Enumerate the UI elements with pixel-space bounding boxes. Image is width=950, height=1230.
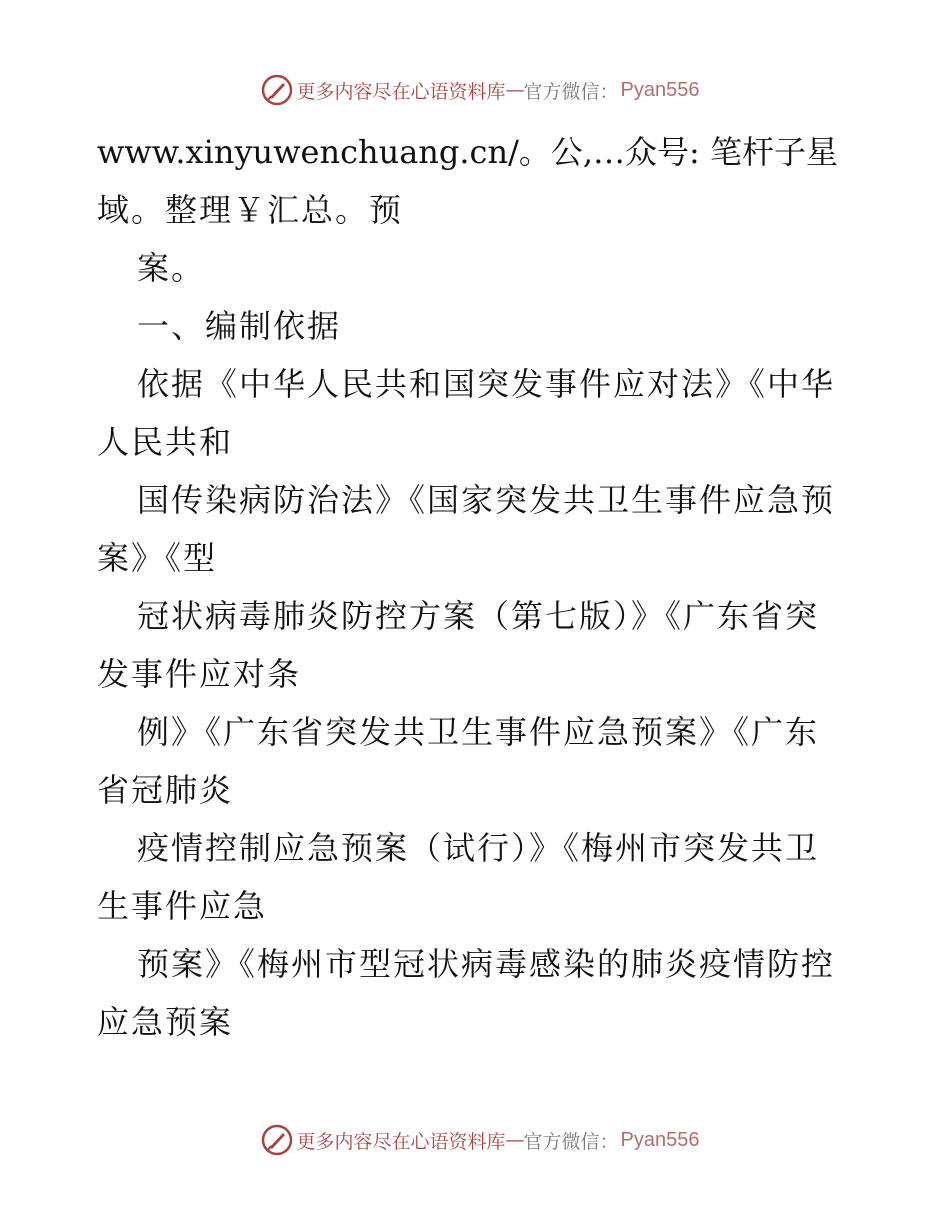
- document-body: [97, 123, 857, 1051]
- section-heading: 一、编制依据: [137, 307, 342, 345]
- body-line: 域。整理￥汇总。预: [97, 191, 404, 229]
- body-line: 例》《广东省突发共卫生事件应急预案》《广东: [137, 713, 820, 751]
- body-line: 国传染病防治法》《国家突发共卫生事件应急预: [137, 481, 836, 519]
- body-line: 应急预案: [97, 1003, 234, 1041]
- banner-wechat-label: 官方微信：: [523, 80, 619, 103]
- footer-banner-content: [261, 1124, 700, 1156]
- quill-logo-icon: [261, 1124, 293, 1156]
- banner-wechat-id: Pyan556: [620, 78, 700, 101]
- body-line: 预案》《梅州市型冠状病毒感染的肺炎疫情防控: [137, 945, 836, 983]
- banner-slogan: 更多内容尽在心语资料库: [296, 1130, 506, 1153]
- banner-separator: —: [505, 1129, 524, 1151]
- body-line: 案。: [137, 249, 206, 287]
- quill-logo-icon: [261, 74, 293, 106]
- footer-banner: [0, 1120, 950, 1160]
- body-line: 省冠肺炎: [97, 771, 234, 809]
- body-line: 依据《中华人民共和国突发事件应对法》《中华: [137, 365, 836, 403]
- banner-slogan: 更多内容尽在心语资料库: [296, 80, 506, 103]
- body-line: 发事件应对条: [97, 655, 302, 693]
- banner-separator: —: [505, 79, 524, 101]
- body-line: 案》《型: [97, 539, 218, 577]
- banner-wechat-label: 官方微信：: [523, 1130, 619, 1153]
- body-line: 人民共和: [97, 423, 234, 461]
- body-line: 疫情控制应急预案（试行）》《梅州市突发共卫: [137, 829, 820, 867]
- header-banner-content: [261, 74, 700, 106]
- body-line: 冠状病毒肺炎防控方案（第七版）》《广东省突: [137, 597, 820, 635]
- banner-wechat-id: Pyan556: [620, 1128, 700, 1151]
- body-line: 生事件应急: [97, 887, 268, 925]
- header-banner: [0, 70, 950, 110]
- body-line: www.xinyuwenchuang.cn/。公,…众号: 笔杆子星: [97, 133, 838, 171]
